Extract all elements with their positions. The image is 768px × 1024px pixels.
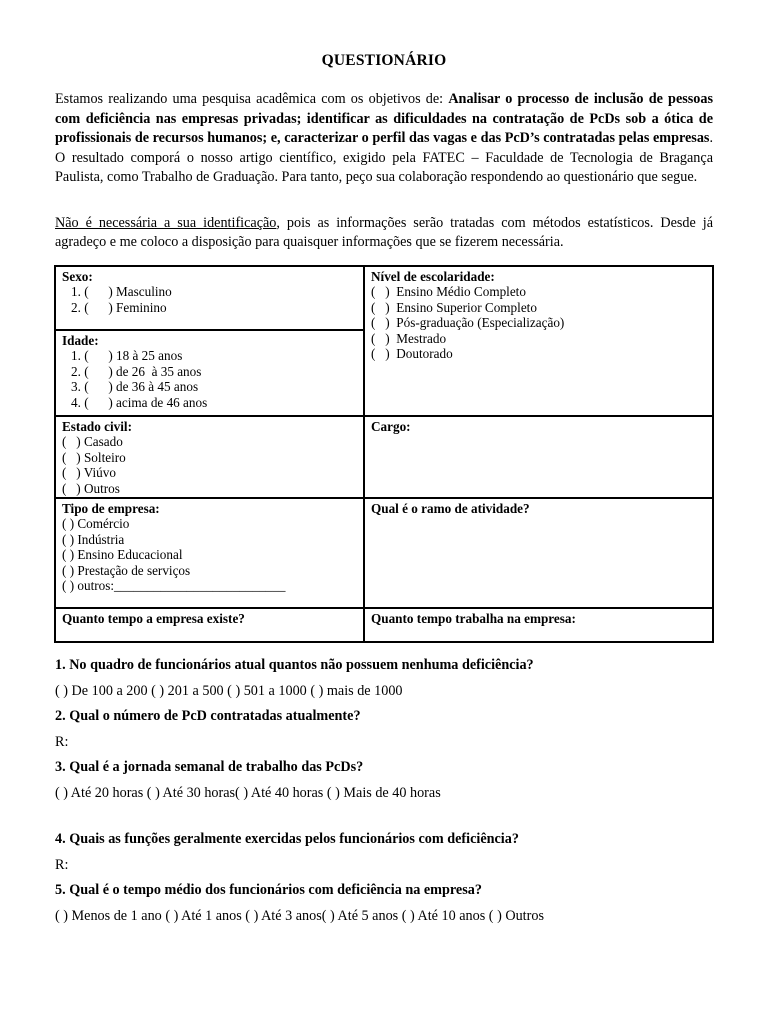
- intro-paragraph: [55, 90, 713, 188]
- ramo-label: Qual é o ramo de atividade?: [371, 501, 530, 517]
- ramo-cell[interactable]: [364, 498, 713, 608]
- escolaridade-option-pos[interactable]: ( ) Pós-graduação (Especialização): [371, 315, 565, 331]
- cargo-cell[interactable]: [364, 416, 713, 498]
- question-2-answer[interactable]: R:: [55, 734, 69, 750]
- sexo-option-masculino[interactable]: 1. ( ) Masculino: [71, 284, 172, 300]
- tempo-empresa-label: Quanto tempo a empresa existe?: [62, 611, 245, 627]
- sexo-label: Sexo:: [62, 269, 93, 284]
- cargo-label: Cargo:: [371, 419, 411, 434]
- tipo-empresa-option-industria[interactable]: ( ) Indústria: [62, 531, 125, 547]
- estado-civil-option-casado[interactable]: ( ) Casado: [62, 434, 123, 450]
- estado-civil-cell: [55, 416, 364, 498]
- page-title: QUESTIONÁRIO: [321, 52, 447, 69]
- question-5: 5. Qual é o tempo médio dos funcionários com deficiência na empresa?: [55, 882, 482, 898]
- tipo-empresa-option-ensino[interactable]: ( ) Ensino Educacional: [62, 547, 183, 563]
- tipo-empresa-option-servicos[interactable]: ( ) Prestação de serviços: [62, 562, 191, 578]
- idade-option-4[interactable]: 4. ( ) acima de 46 anos: [71, 394, 208, 410]
- escolaridade-label: Nível de escolaridade:: [371, 269, 495, 284]
- tipo-empresa-option-outros[interactable]: ( ) outros:__________________________: [62, 578, 286, 594]
- sexo-cell: [55, 266, 364, 330]
- escolaridade-option-superior[interactable]: ( ) Ensino Superior Completo: [371, 299, 537, 315]
- escolaridade-option-mestrado[interactable]: ( ) Mestrado: [371, 330, 447, 346]
- estado-civil-option-viuvo[interactable]: ( ) Viúvo: [62, 465, 116, 481]
- escolaridade-option-doutorado[interactable]: ( ) Doutorado: [371, 346, 453, 362]
- escolaridade-cell: [364, 266, 713, 416]
- question-1: 1. No quadro de funcionários atual quantos não possuem nenhuma deficiência?: [55, 657, 534, 673]
- question-4: 4. Quais as funções geralmente exercidas pelos funcionários com deficiência?: [55, 831, 519, 847]
- idade-option-3[interactable]: 3. ( ) de 36 à 45 anos: [71, 379, 199, 395]
- tempo-trabalho-label: Quanto tempo trabalha na empresa:: [371, 611, 576, 627]
- escolaridade-option-medio[interactable]: ( ) Ensino Médio Completo: [371, 284, 526, 300]
- estado-civil-label: Estado civil:: [62, 419, 132, 434]
- intro-lead: Estamos realizando uma pesquisa acadêmica com os objetivos de:: [55, 91, 449, 107]
- idade-cell: [55, 330, 364, 416]
- question-2: 2. Qual o número de PcD contratadas atualmente?: [55, 708, 361, 724]
- anonymity-underlined: Não é necessária a sua identificação: [55, 215, 277, 231]
- tipo-empresa-option-comercio[interactable]: ( ) Comércio: [62, 516, 130, 532]
- tempo-empresa-cell[interactable]: [55, 608, 364, 642]
- estado-civil-option-solteiro[interactable]: ( ) Solteiro: [62, 449, 126, 465]
- idade-option-1[interactable]: 1. ( ) 18 à 25 anos: [71, 348, 183, 364]
- tempo-trabalho-cell[interactable]: [364, 608, 713, 642]
- intro-rest: . O resultado comporá o nosso artigo científico, exigido pela FATEC – Faculdade de Tecnologia de Bragança Paulista, como Trabalho de Graduação. Para tanto, peço sua colaboração respondendo ao questionário que segue.: [55, 130, 713, 186]
- anonymity-paragraph: [55, 214, 713, 251]
- idade-label: Idade:: [62, 333, 99, 348]
- question-1-answer[interactable]: ( ) De 100 a 200 ( ) 201 a 500 ( ) 501 a 1000 ( ) mais de 1000: [55, 683, 403, 699]
- tipo-empresa-label: Tipo de empresa:: [62, 501, 160, 517]
- question-5-answer[interactable]: ( ) Menos de 1 ano ( ) Até 1 anos ( ) Até 3 anos( ) Até 5 anos ( ) Até 10 anos ( ) Outros: [55, 908, 544, 924]
- sexo-option-feminino[interactable]: 2. ( ) Feminino: [71, 299, 167, 315]
- profile-form-table: [54, 265, 714, 643]
- idade-option-2[interactable]: 2. ( ) de 26 à 35 anos: [71, 363, 202, 379]
- anonymity-rest: , pois as informações serão tratadas com métodos estatísticos. Desde já agradeço e me coloco a disposição para quaisquer informações que se fizerem necessária.: [55, 215, 713, 250]
- estado-civil-option-outros[interactable]: ( ) Outros: [62, 480, 120, 496]
- question-4-answer[interactable]: R:: [55, 857, 69, 873]
- intro-objectives: Analisar o processo de inclusão de pessoas com deficiência nas empresas privadas; identificar as dificuldades na contratação de PcDs sob a ótica de profissionais de recursos humanos; e, caracterizar o perfil das vagas e das PcD’s contratadas pelas empresas: [55, 91, 713, 147]
- question-3: 3. Qual é a jornada semanal de trabalho das PcDs?: [55, 759, 364, 775]
- question-3-answer[interactable]: ( ) Até 20 horas ( ) Até 30 horas( ) Até 40 horas ( ) Mais de 40 horas: [55, 785, 441, 801]
- tipo-empresa-cell: [55, 498, 364, 608]
